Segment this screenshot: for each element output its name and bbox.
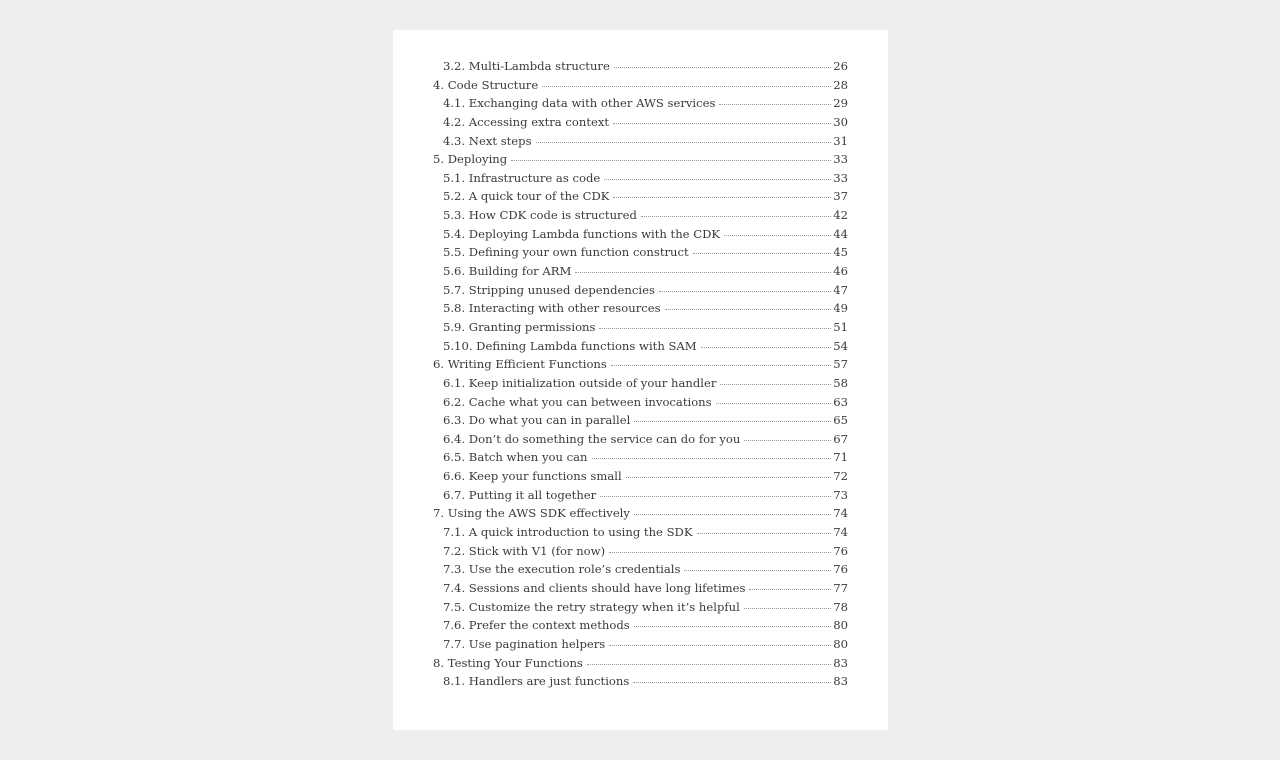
toc-dot-leader [626,477,832,478]
toc-entry-page-number: 76 [833,543,848,558]
toc-dot-leader [744,440,831,441]
toc-entry-page-number: 46 [833,264,848,279]
toc-dot-leader [609,552,831,553]
toc-entry-25[interactable] [433,504,848,523]
toc-entry-title: 8. Testing Your Functions [433,655,583,670]
toc-dot-leader [719,104,831,105]
toc-entry-5[interactable] [433,132,848,151]
toc-entry-title: 6.6. Keep your functions small [443,469,622,484]
toc-entry-title: 3.2. Multi-Lambda structure [443,59,610,73]
toc-entry-title: 8.1. Handlers are just functions [443,674,630,689]
toc-entry-title: 7.1. A quick introduction to using the SDK [443,525,693,540]
toc-entry-19[interactable] [433,393,848,412]
table-of-contents [433,57,848,691]
toc-entry-title: 7.4. Sessions and clients should have long lifetimes [443,580,746,595]
toc-entry-33[interactable] [433,654,848,673]
toc-entry-page-number: 76 [833,562,848,577]
toc-entry-32[interactable] [433,635,848,654]
toc-dot-leader [665,309,832,310]
toc-entry-page-number: 74 [833,525,848,540]
toc-entry-page-number: 57 [833,357,848,372]
toc-entry-page-number: 51 [833,319,848,334]
toc-entry-page-number: 67 [833,431,848,446]
toc-dot-leader [697,533,832,534]
toc-entry-7[interactable] [433,169,848,188]
toc-entry-title: 7.3. Use the execution role’s credentials [443,562,681,577]
toc-entry-page-number: 30 [833,114,848,129]
toc-entry-22[interactable] [433,448,848,467]
toc-dot-leader [600,496,831,497]
toc-entry-title: 4.1. Exchanging data with other AWS services [443,96,716,111]
document-page [393,30,888,730]
toc-entry-page-number: 78 [833,599,848,614]
toc-entry-title: 5.3. How CDK code is structured [443,208,637,223]
toc-dot-leader [609,645,831,646]
toc-entry-8[interactable] [433,187,848,206]
toc-entry-title: 5.6. Building for ARM [443,264,572,279]
toc-entry-page-number: 28 [833,77,848,92]
toc-dot-leader [575,272,831,273]
toc-entry-title: 6. Writing Efficient Functions [433,357,607,372]
toc-entry-27[interactable] [433,542,848,561]
toc-entry-21[interactable] [433,430,848,449]
toc-entry-12[interactable] [433,262,848,281]
toc-entry-page-number: 71 [833,450,848,465]
toc-entry-page-number: 58 [833,375,848,390]
toc-entry-17[interactable] [433,355,848,374]
toc-entry-title: 4. Code Structure [433,77,539,92]
toc-entry-title: 4.3. Next steps [443,133,532,148]
toc-entry-10[interactable] [433,225,848,244]
toc-entry-page-number: 31 [833,133,848,148]
toc-entry-6[interactable] [433,150,848,169]
toc-entry-page-number: 73 [833,487,848,502]
toc-entry-page-number: 63 [833,394,848,409]
toc-entry-page-number: 37 [833,189,848,204]
toc-dot-leader [744,608,831,609]
toc-dot-leader [599,328,831,329]
toc-entry-page-number: 29 [833,96,848,111]
toc-entry-page-number: 42 [833,208,848,223]
toc-dot-leader [604,179,831,180]
toc-entry-title: 6.3. Do what you can in parallel [443,413,631,428]
toc-dot-leader [634,421,831,422]
toc-entry-1[interactable] [433,57,848,76]
toc-dot-leader [634,626,831,627]
toc-entry-15[interactable] [433,318,848,337]
toc-entry-page-number: 54 [833,338,848,353]
toc-dot-leader [659,291,831,292]
toc-entry-14[interactable] [433,299,848,318]
toc-entry-page-number: 33 [833,152,848,167]
toc-entry-title: 7.6. Prefer the context methods [443,618,630,633]
toc-entry-title: 5.1. Infrastructure as code [443,170,601,185]
toc-entry-page-number: 44 [833,226,848,241]
toc-entry-title: 5.8. Interacting with other resources [443,301,661,316]
toc-dot-leader [749,589,831,590]
toc-dot-leader [542,86,831,87]
toc-entry-3[interactable] [433,94,848,113]
toc-entry-2[interactable] [433,76,848,95]
toc-entry-34[interactable] [433,672,848,691]
toc-entry-title: 6.7. Putting it all together [443,487,597,502]
toc-entry-24[interactable] [433,486,848,505]
toc-entry-title: 4.2. Accessing extra context [443,114,610,129]
toc-entry-page-number: 83 [833,655,848,670]
toc-dot-leader [613,197,831,198]
toc-entry-page-number: 80 [833,636,848,651]
toc-dot-leader [716,403,832,404]
toc-entry-page-number: 72 [833,469,848,484]
toc-entry-title: 7.2. Stick with V1 (for now) [443,543,606,558]
toc-entry-title: 6.2. Cache what you can between invocations [443,394,712,409]
toc-dot-leader [701,347,832,348]
toc-entry-31[interactable] [433,616,848,635]
toc-entry-page-number: 77 [833,580,848,595]
toc-entry-20[interactable] [433,411,848,430]
toc-dot-leader [641,216,831,217]
toc-entry-page-number: 47 [833,282,848,297]
toc-entry-title: 5.7. Stripping unused dependencies [443,282,655,297]
toc-entry-page-number: 65 [833,413,848,428]
toc-entry-title: 5.5. Defining your own function construct [443,245,689,260]
toc-entry-page-number: 83 [833,674,848,689]
toc-entry-title: 7. Using the AWS SDK effectively [433,506,630,521]
toc-entry-page-number: 33 [833,170,848,185]
toc-dot-leader [724,235,831,236]
toc-entry-title: 6.5. Batch when you can [443,450,588,465]
toc-entry-title: 6.1. Keep initialization outside of your handler [443,375,717,390]
toc-entry-18[interactable] [433,374,848,393]
toc-entry-page-number: 49 [833,301,848,316]
toc-dot-leader [633,682,831,683]
toc-dot-leader [614,67,831,68]
toc-entry-11[interactable] [433,243,848,262]
toc-dot-leader [536,142,832,143]
toc-entry-29[interactable] [433,579,848,598]
toc-entry-26[interactable] [433,523,848,542]
toc-entry-30[interactable] [433,598,848,617]
toc-entry-4[interactable] [433,113,848,132]
toc-dot-leader [684,570,831,571]
toc-entry-page-number: 45 [833,245,848,260]
toc-entry-title: 5.4. Deploying Lambda functions with the CDK [443,226,721,241]
toc-entry-title: 7.7. Use pagination helpers [443,636,606,651]
toc-entry-page-number: 74 [833,506,848,521]
toc-entry-title: 5.9. Granting permissions [443,319,596,334]
toc-entry-13[interactable] [433,281,848,300]
toc-dot-leader [613,123,831,124]
toc-entry-16[interactable] [433,337,848,356]
toc-entry-page-number: 80 [833,618,848,633]
toc-dot-leader [587,664,831,665]
toc-entry-title: 5. Deploying [433,152,508,167]
toc-dot-leader [592,458,832,459]
toc-dot-leader [511,160,831,161]
toc-dot-leader [693,253,832,254]
toc-entry-9[interactable] [433,206,848,225]
toc-entry-title: 5.2. A quick tour of the CDK [443,189,610,204]
toc-dot-leader [611,365,831,366]
toc-entry-title: 5.10. Defining Lambda functions with SAM [443,338,697,353]
toc-dot-leader [720,384,831,385]
toc-entry-title: 6.4. Don’t do something the service can do for you [443,431,741,446]
toc-entry-23[interactable] [433,467,848,486]
toc-dot-leader [634,514,831,515]
toc-entry-title: 7.5. Customize the retry strategy when it’s helpful [443,599,740,614]
toc-entry-28[interactable] [433,560,848,579]
toc-entry-page-number: 26 [833,59,848,73]
